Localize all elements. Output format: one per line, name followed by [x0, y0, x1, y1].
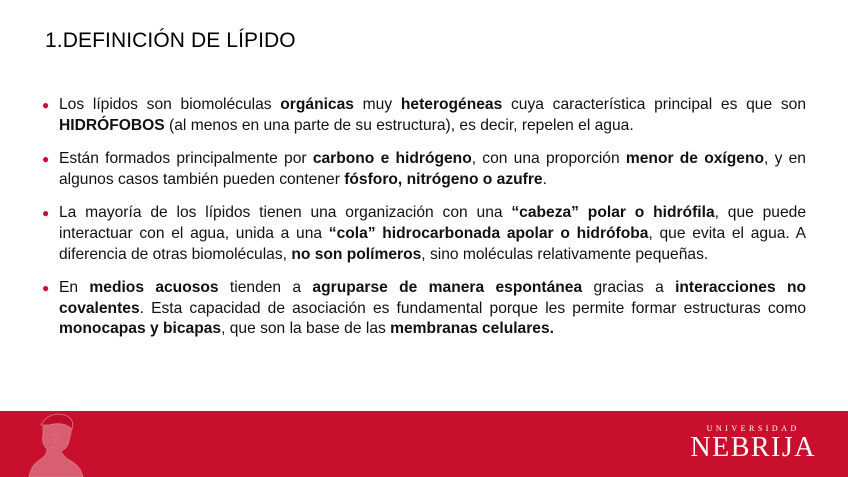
bold-text: heterogéneas [400, 96, 503, 113]
text-span: cuya característica principal es que son [502, 96, 807, 113]
bullet-dot-icon: ● [42, 281, 50, 296]
text-span: Los lípidos son biomoléculas [59, 96, 281, 113]
bullet-dot-icon: ● [42, 98, 50, 112]
nebrija-logo [690, 424, 816, 462]
logo-wordmark: NEBRIJA [690, 432, 816, 463]
bold-text: medios acuosos [89, 279, 219, 297]
bullet-item [42, 278, 806, 340]
bold-text: carbono e hidrógeno [312, 150, 472, 168]
bold-text: membranas celulares. [390, 320, 554, 338]
text-span: , y en algunos casos también pueden contener [59, 150, 806, 188]
bullet-item [42, 149, 806, 190]
text-span: , que son la base de las [221, 320, 391, 338]
text-span: En [59, 279, 90, 297]
portrait-illustration [25, 411, 85, 477]
text-span: gracias a [582, 279, 676, 297]
bullet-item [42, 203, 806, 265]
text-span: , que evita el agua. A diferencia de otras biomoléculas, [59, 224, 806, 263]
bold-text: interacciones no covalentes [59, 279, 806, 317]
text-span: , con una proporción [471, 150, 626, 168]
text-span: . [542, 170, 547, 188]
text-span: . Esta capacidad de asociación es fundamental porque les permite formar estructuras como [139, 299, 806, 317]
bullet-list [42, 95, 806, 353]
text-span: tienden a [218, 279, 313, 297]
logo-subtitle: UNIVERSIDAD [706, 424, 800, 433]
bold-text: menor de oxígeno [625, 150, 764, 168]
text-span: Están formados principalmente por [59, 150, 313, 168]
text-span: , que puede interactuar con el agua, unida a una [59, 204, 806, 242]
bullet-item [42, 95, 806, 136]
bold-text: “cabeza” polar o hidrófila [511, 204, 715, 222]
text-span: , sino moléculas relativamente pequeñas. [421, 245, 709, 263]
bold-text: orgánicas [280, 96, 354, 113]
text-span: (al menos en una parte de su estructura), es decir, repelen el agua. [164, 116, 634, 134]
footer-band [0, 411, 848, 477]
slide-title: 1.DEFINICIÓN DE LÍPIDO [45, 29, 296, 52]
bold-text: monocapas y bicapas [59, 320, 222, 338]
bold-text: HIDRÓFOBOS [59, 116, 165, 134]
bold-text: agruparse de manera espontánea [312, 279, 583, 297]
text-span: La mayoría de los lípidos tienen una organización con una [59, 204, 512, 222]
bold-text: “cola” hidrocarbonada apolar o hidrófoba [328, 224, 649, 242]
bullet-dot-icon: ● [42, 152, 50, 167]
bullet-dot-icon: ● [42, 206, 50, 221]
text-span: muy [353, 96, 401, 113]
bold-text: no son polímeros [291, 245, 422, 263]
bold-text: fósforo, nitrógeno o azufre [344, 170, 543, 188]
